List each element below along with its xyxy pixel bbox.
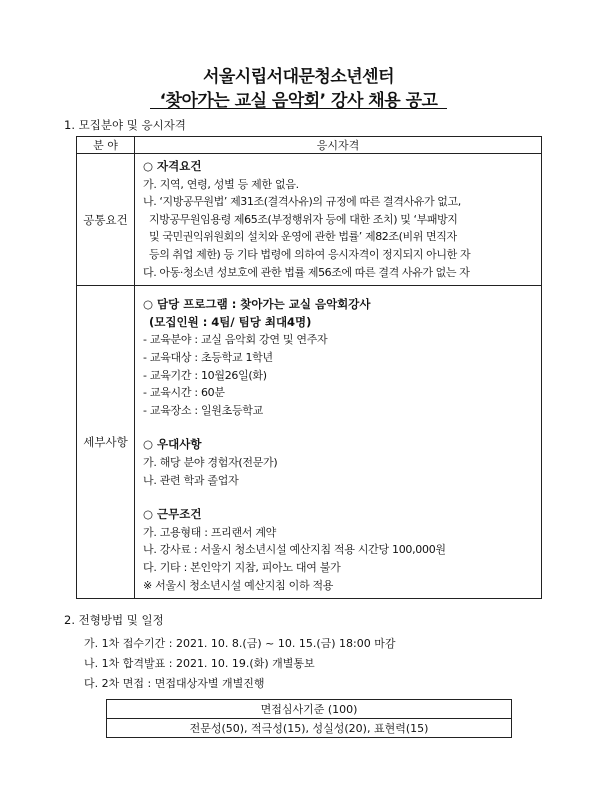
spacer (143, 489, 535, 506)
common-subtitle: ○ 자격요건 (143, 159, 202, 173)
spacer (143, 419, 535, 436)
program-item: - 교육기간 : 10월26일(화) (143, 368, 267, 382)
conditions-item: ※ 서울시 청소년시설 예산지침 이하 적용 (143, 578, 334, 592)
header-qualification: 응시자격 (135, 137, 542, 154)
program-subtitle: ○ 담당 프로그램 : 찾아가는 교실 음악회강사 (143, 297, 371, 312)
common-line: 가. 지역, 연령, 성별 등 제한 없음. (143, 177, 299, 191)
section1-heading: 1. 모집분야 및 응시자격 (64, 118, 186, 132)
schedule-line: 나. 1차 합격발표 : 2021. 10. 19.(화) 개별통보 (84, 657, 315, 670)
header-field: 분 야 (77, 137, 135, 154)
row-content-details (135, 286, 542, 599)
program-item: - 교육장소 : 일원초등학교 (143, 403, 263, 417)
row-label-common: 공통요건 (77, 154, 135, 286)
program-item: - 교육시간 : 60분 (143, 386, 225, 400)
notice-title: ‘찾아가는 교실 음악회’ 강사 채용 공고 (159, 91, 438, 111)
criteria-values: 전문성(50), 적극성(15), 성실성(20), 표현력(15) (107, 719, 512, 738)
schedule-line: 가. 1차 접수기간 : 2021. 10. 8.(금) ~ 10. 15.(금) 18:00 마감 (84, 637, 396, 650)
common-line: 지방공무원임용령 제65조(부정행위자 등에 대한 조치) 및 ‘부패방지 (149, 212, 458, 226)
preference-item: 가. 해당 분야 경험자(전문가) (143, 455, 278, 469)
interview-criteria-table (106, 699, 512, 738)
conditions-item: 다. 기타 : 본인악기 지참, 피아노 대여 불가 (143, 560, 341, 574)
row-content-common (135, 154, 542, 286)
row-label-details: 세부사항 (77, 286, 135, 599)
common-line: 나. ‘지방공무원법’ 제31조(결격사유)의 규정에 따른 결격사유가 없고, (143, 195, 461, 209)
table-row-details (77, 286, 542, 599)
criteria-title: 면접심사기준 (100) (107, 700, 512, 719)
section2-heading: 2. 전형방법 및 일정 (64, 613, 164, 627)
table-row-common (77, 154, 542, 286)
qualification-table (76, 136, 542, 599)
org-title: 서울시립서대문청소년센터 (202, 67, 395, 87)
schedule-line: 다. 2차 면접 : 면접대상자별 개별진행 (84, 677, 265, 690)
preference-item: 나. 관련 학과 졸업자 (143, 473, 239, 487)
conditions-item: 나. 강사료 : 서울시 청소년시설 예산지침 적용 시간당 100,000원 (143, 543, 446, 557)
program-item: - 교육분야 : 교실 음악회 강연 및 연주자 (143, 333, 328, 347)
conditions-item: 가. 고용형태 : 프리랜서 계약 (143, 525, 276, 539)
table-header-row (77, 137, 542, 154)
program-recruit-count: (모집인원 : 4팀/ 팀당 최대4명) (149, 314, 312, 329)
preference-subtitle: ○ 우대사항 (143, 437, 202, 452)
title-underline (150, 108, 447, 109)
program-item: - 교육대상 : 초등학교 1학년 (143, 350, 273, 364)
common-line: 다. 아동·청소년 성보호에 관한 법률 제56조에 따른 결격 사유가 없는 자 (143, 265, 470, 279)
common-line: 및 국민권익위원회의 설치와 운영에 관한 법률’ 제82조(비위 면직자 (149, 230, 457, 244)
conditions-subtitle: ○ 근무조건 (143, 507, 202, 522)
common-line: 등의 취업 제한) 등 기타 법령에 의하여 응시자격이 정지되지 아니한 자 (149, 247, 471, 261)
